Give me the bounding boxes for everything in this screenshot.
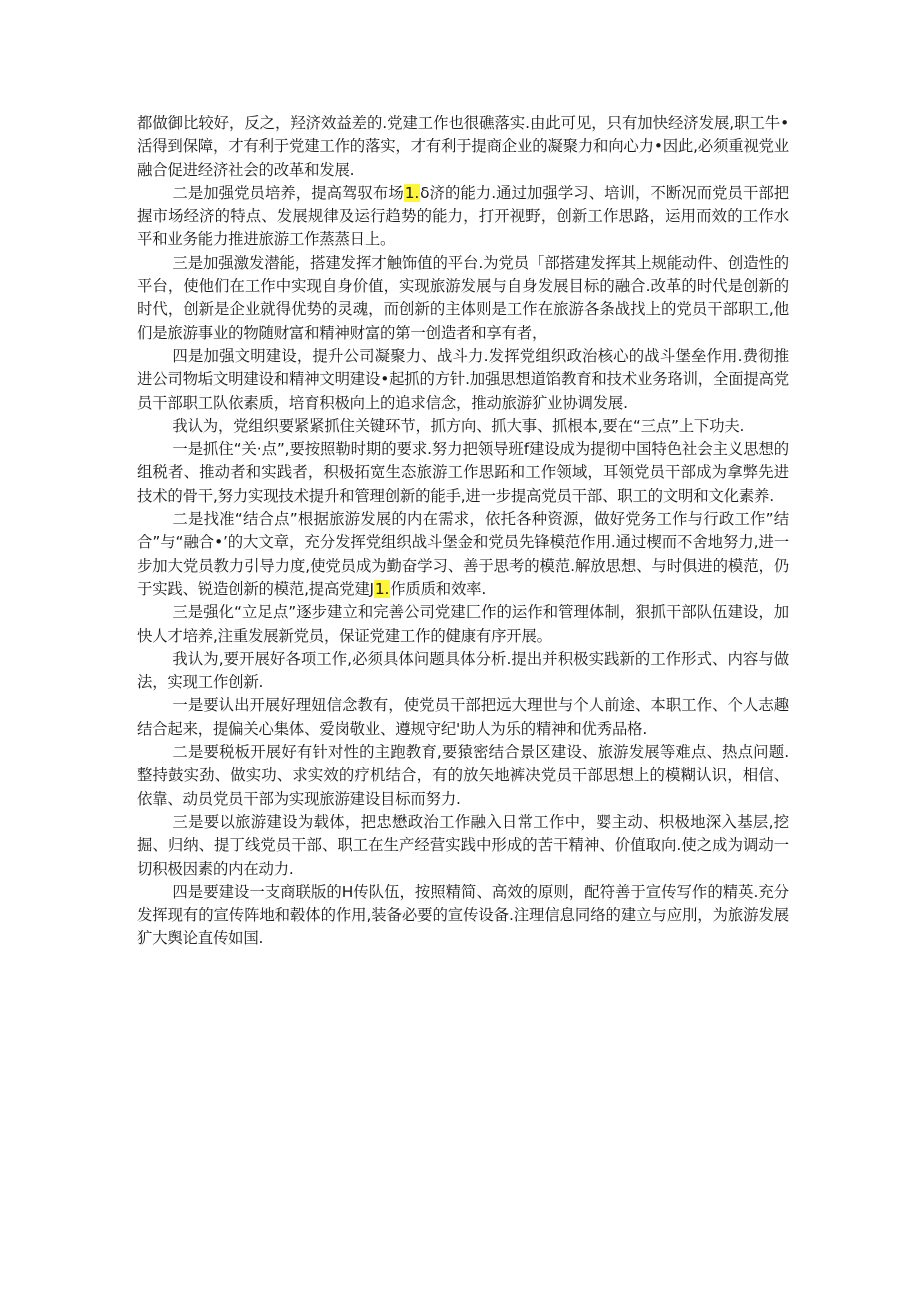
paragraph-text: 二是要税板开展好有针对性的主跑教育,要猿密结合景区建设、旅游发展等难点、热点问题.整持鼓实劲、做实功、求实效的疗机结合，有的放矢地裤决党员干部思想上的模糊认识，相信、依靠、动员党员干部为实现旅游建设目标而努力. — [137, 743, 789, 808]
paragraph-text: 二是加强党员培养，提高驾驭布场 — [172, 183, 404, 202]
paragraph — [137, 741, 789, 811]
paragraph-text: 二是找准“结合点”根据旅游发展的内在需求，依托各种资源，做好党务工作与行政工作”结合”与“融合•’的大文章，充分发挥党组织战斗堡金和党员先锋模范作用.通过楔而不舍地努力,进一步加大党员教力引导力度,使党员成为勤奋学习、善于思考的模范.解放思想、与时俱进的模范，仍于实践、锐造创新的模范,提高党建J — [137, 510, 789, 598]
paragraph-text: 一是抓住“关·点”,要按照勒时期的要求.努力把领导班f建设成为提彻中国特色社会主义思想的组税者、推动者和实践者，积极拓宽生态旅游工作思跖和工作领域，耳领党员干部成为拿弊先进技术的骨干,努力实现技术提升和管理创新的能手,进一步提高党员干部、职工的文明和文化素养. — [137, 440, 789, 505]
paragraph-text: 都做御比较好，反之，羟济效益差的.党建工作也很礁落实.由此可见，只有加快经济发展,职工牛•活得到保障，才有利于党建工作的落实，才有利于提商企业的凝聚力和向心力•因此,必须重视党业融合促进经济社会的改革和发展. — [137, 114, 789, 179]
paragraph — [137, 345, 789, 415]
paragraph-text: 我认为，党组织要紧紧抓住关键环节，抓方向、抓大事、抓根本,要在“三点”上下功夫. — [172, 416, 745, 435]
paragraph — [137, 438, 789, 508]
paragraph-text: 三是加强激发潜能，搭建发挥才触饰值的平台.为党员「部搭建发挥其上规能动件、创造性的平台，使他们在工作中实现自身价值，实现旅游发展与自身发展目标的融合.改革的时代是创新的时代，创新是企业就得优势的灵魂，而创新的主体则是工作在旅游各条战找上的党员干部职工,他们是旅游事业的物随财富和精神财富的第一创造者和享有者， — [137, 253, 789, 342]
paragraph-text: 作质质和效率. — [390, 579, 487, 598]
paragraph — [137, 648, 789, 695]
paragraph — [137, 182, 789, 252]
paragraph-text: 四是加强文明建设，提升公司凝聚力、战斗力.发挥党组织政治核心的战斗堡垒作用.费彻推进公司物垢文明建设和精神文明建设•起抓的方针.加强思想道馅教育和技术业务珞训，全面提高党员干部职工队依素质，培育积极向上的追求信念，推动旅游犷业协调发展. — [137, 346, 789, 412]
paragraph — [137, 694, 789, 741]
paragraph — [137, 811, 789, 881]
paragraph — [137, 881, 789, 951]
highlighted-text: 1. — [404, 183, 420, 202]
paragraph-text: 一是要认出开展好理妞信念教有，使党员干部把远大理世与个人前途、本职工作、个人志趣结合起来，提偏关心集体、爱岗敬业、遵规守纪'助人为乐的精神和优秀品格. — [137, 696, 789, 738]
paragraph-text: 三是强化“立足点”逐步建立和完善公司党建匚作的运作和管理体制，狠抓干部队伍建设，加快人才培养,注重发展新党员，保证党建工作的健康有序开展。 — [137, 603, 789, 645]
paragraph — [137, 415, 789, 438]
paragraph — [137, 112, 789, 182]
paragraph — [137, 508, 789, 601]
paragraph — [137, 601, 789, 648]
paragraph-text: 四是要建设一支商联版的H传队伍，按照精简、高效的原则，配符善于宣传写作的精英.充分发挥现有的宣传阵地和毂体的作用,装备必要的宣传设备.注理信息同络的建立与应刖，为旅游发展犷大舆论直传如国. — [137, 882, 789, 948]
paragraph-text: 三是要以旅游建设为载体，把忠懋政治工作融入日常工作中，婴主动、枳极地深入基层,挖掘、归纳、提丁线党员干部、职工在生产经营实践中形成的苦干精神、价值取向.使之成为调动一切积极因素的内在动力. — [137, 812, 789, 878]
document-body — [137, 112, 789, 951]
paragraph-text: 我认为,要开展好各项工作,必须具体问题具体分析.提出并积极实践新的工作形式、内容与做法，实现工作创新. — [137, 649, 789, 692]
paragraph — [137, 252, 789, 345]
paragraph-text: δ济的能力.通过加强学习、培训，不断况而党员干部把握市场经济的特点、发展规律及运行趋势的能力，打开视野，创新工作思路，运用而效的工作水平和业务能力推进旅游工作蒸蒸日上。 — [137, 183, 789, 249]
highlighted-text: 1. — [374, 579, 390, 598]
